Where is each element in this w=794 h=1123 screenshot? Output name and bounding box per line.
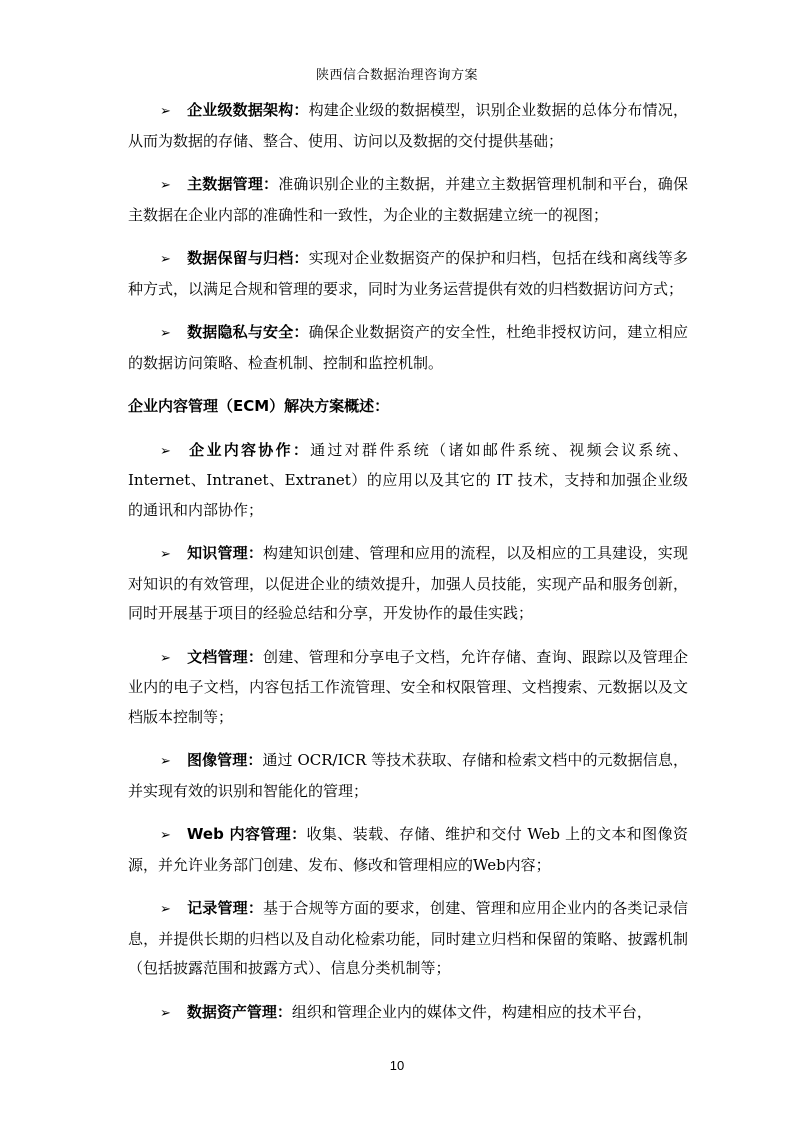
page-number: 10 — [389, 1058, 405, 1073]
bullet-text: 通过 OCR/ICR 等技术获取、存储和检索文档中的元数据信息，并实现有效的识别和智能化的管理； — [128, 751, 688, 800]
arrow-bullet-icon: ➢ — [160, 902, 171, 917]
bullet-text: 创建、管理和分享电子文档，允许存储、查询、跟踪以及管理企业内的电子文档，内容包括工作流管理、安全和权限管理、文档搜索、元数据以及文档版本控制等； — [128, 647, 688, 726]
bullet-title: 企业内容协作： — [186, 440, 311, 459]
bullet-title: 主数据管理： — [186, 175, 279, 193]
bullet-item-document-management — [128, 643, 688, 733]
bullet-text: 组织和管理企业内的媒体文件，构建相应的技术平台， — [291, 1002, 652, 1021]
bullet-text: 构建企业级的数据模型，识别企业数据的总体分布情况，从而为数据的存储、整合、使用、访问以及数据的交付提供基础； — [128, 101, 688, 150]
bullet-item-records-management — [128, 894, 688, 984]
bullet-item-data-retention-archiving — [128, 244, 688, 304]
bullet-item-data-asset-management — [128, 998, 688, 1029]
arrow-bullet-icon: ➢ — [160, 104, 171, 119]
arrow-bullet-icon: ➢ — [160, 443, 171, 459]
bullet-item-data-privacy-security — [128, 318, 688, 378]
arrow-bullet-icon: ➢ — [160, 650, 171, 666]
arrow-bullet-icon: ➢ — [160, 326, 171, 341]
bullet-item-master-data-management — [128, 170, 688, 230]
section-title-ecm: 企业内容管理（ECM）解决方案概述： — [128, 397, 390, 415]
page-header: 陕西信合数据治理咨询方案 — [315, 68, 478, 83]
bullet-text: 基于合规等方面的要求，创建、管理和应用企业内的各类记录信息，并提供长期的归档以及自动化检索功能，同时建立归档和保留的策略、披露机制（包括披露范围和披露方式）、信息分类机制等； — [128, 899, 688, 977]
bullet-title: 知识管理： — [186, 544, 264, 562]
arrow-bullet-icon: ➢ — [160, 178, 171, 193]
document-body — [128, 96, 688, 1042]
bullet-item-web-content-management — [128, 820, 688, 880]
bullet-item-image-management — [128, 746, 688, 806]
bullet-title: 文档管理： — [186, 647, 264, 666]
bullet-title: 数据隐私与安全： — [186, 323, 309, 341]
bullet-text: 通过对群件系统（诸如邮件系统、视频会议系统、Internet、Intranet、Extranet）的应用以及其它的 IT 技术，支持和加强企业级的通讯和内部协作； — [128, 440, 688, 519]
bullet-text: 确保企业数据资产的安全性，杜绝非授权访问，建立相应的数据访问策略、检查机制、控制和监控机制。 — [128, 323, 688, 372]
bullet-title: Web 内容管理： — [186, 825, 307, 843]
arrow-bullet-icon: ➢ — [160, 754, 171, 769]
bullet-item-enterprise-data-architecture — [128, 96, 688, 156]
arrow-bullet-icon: ➢ — [160, 252, 171, 267]
arrow-bullet-icon: ➢ — [160, 547, 171, 562]
bullet-title: 记录管理： — [186, 899, 264, 917]
bullet-title: 数据保留与归档： — [186, 249, 309, 267]
bullet-title: 企业级数据架构： — [186, 101, 309, 119]
bullet-title: 图像管理： — [186, 751, 263, 769]
bullet-text: 收集、装载、存储、维护和交付 Web 上的文本和图像资源，并允许业务部门创建、发布、修改和管理相应的Web内容； — [128, 825, 688, 874]
bullet-item-enterprise-content-collaboration — [128, 436, 688, 526]
bullet-text: 实现对企业数据资产的保护和归档，包括在线和离线等多种方式，以满足合规和管理的要求，同时为业务运营提供有效的归档数据访问方式； — [128, 249, 688, 298]
bullet-item-knowledge-management — [128, 539, 688, 629]
bullet-title: 数据资产管理： — [186, 1002, 292, 1021]
bullet-text: 准确识别企业的主数据，并建立主数据管理机制和平台，确保主数据在企业内部的准确性和一致性，为企业的主数据建立统一的视图； — [128, 175, 688, 224]
bullet-text: 构建知识创建、管理和应用的流程，以及相应的工具建设，实现对知识的有效管理，以促进企业的绩效提升，加强人员技能，实现产品和服务创新， 同时开展基于项目的经验总结和分享，开发协作的最佳实践； — [128, 544, 688, 622]
arrow-bullet-icon: ➢ — [160, 1005, 171, 1021]
arrow-bullet-icon: ➢ — [160, 828, 171, 843]
